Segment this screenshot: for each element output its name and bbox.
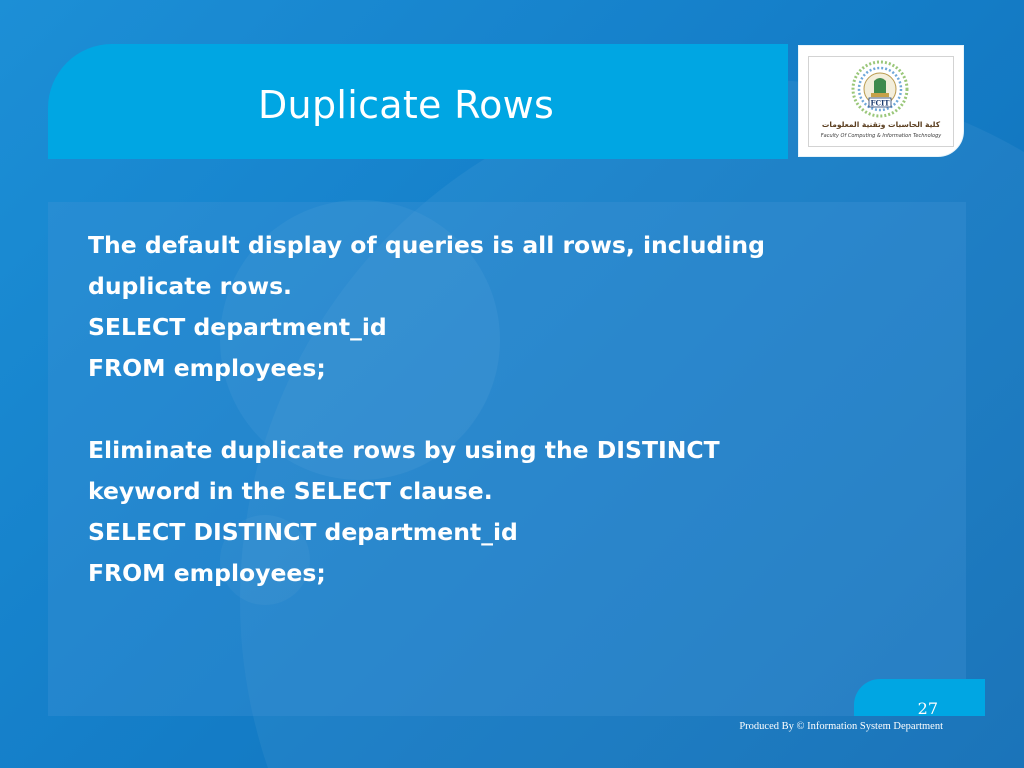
body-line: keyword in the SELECT clause. <box>88 477 493 505</box>
sql-code-line: FROM employees; <box>88 354 326 382</box>
body-line: The default display of queries is all rows, including <box>88 231 765 259</box>
logo-box <box>798 45 964 157</box>
fcit-emblem-icon <box>845 59 915 119</box>
blank-line <box>88 389 928 430</box>
body-line: Eliminate duplicate rows by using the DISTINCT <box>88 436 720 464</box>
logo-english-text: Faculty Of Computing & Information Technology <box>820 133 942 139</box>
sql-code-line: FROM employees; <box>88 559 326 587</box>
logo-frame <box>808 56 954 147</box>
sql-code-line: SELECT department_id <box>88 313 387 341</box>
slide-title: Duplicate Rows <box>258 83 555 127</box>
slide-body <box>88 225 928 594</box>
page-number: 27 <box>917 699 938 718</box>
footer-credit: Produced By © Information System Department <box>739 721 943 732</box>
body-line: duplicate rows. <box>88 272 292 300</box>
sql-code-line: SELECT DISTINCT department_id <box>88 518 518 546</box>
logo-acronym: FCIT <box>870 98 890 108</box>
logo-arabic-text: كلية الحاسبات وتقنية المعلومات <box>821 120 941 129</box>
